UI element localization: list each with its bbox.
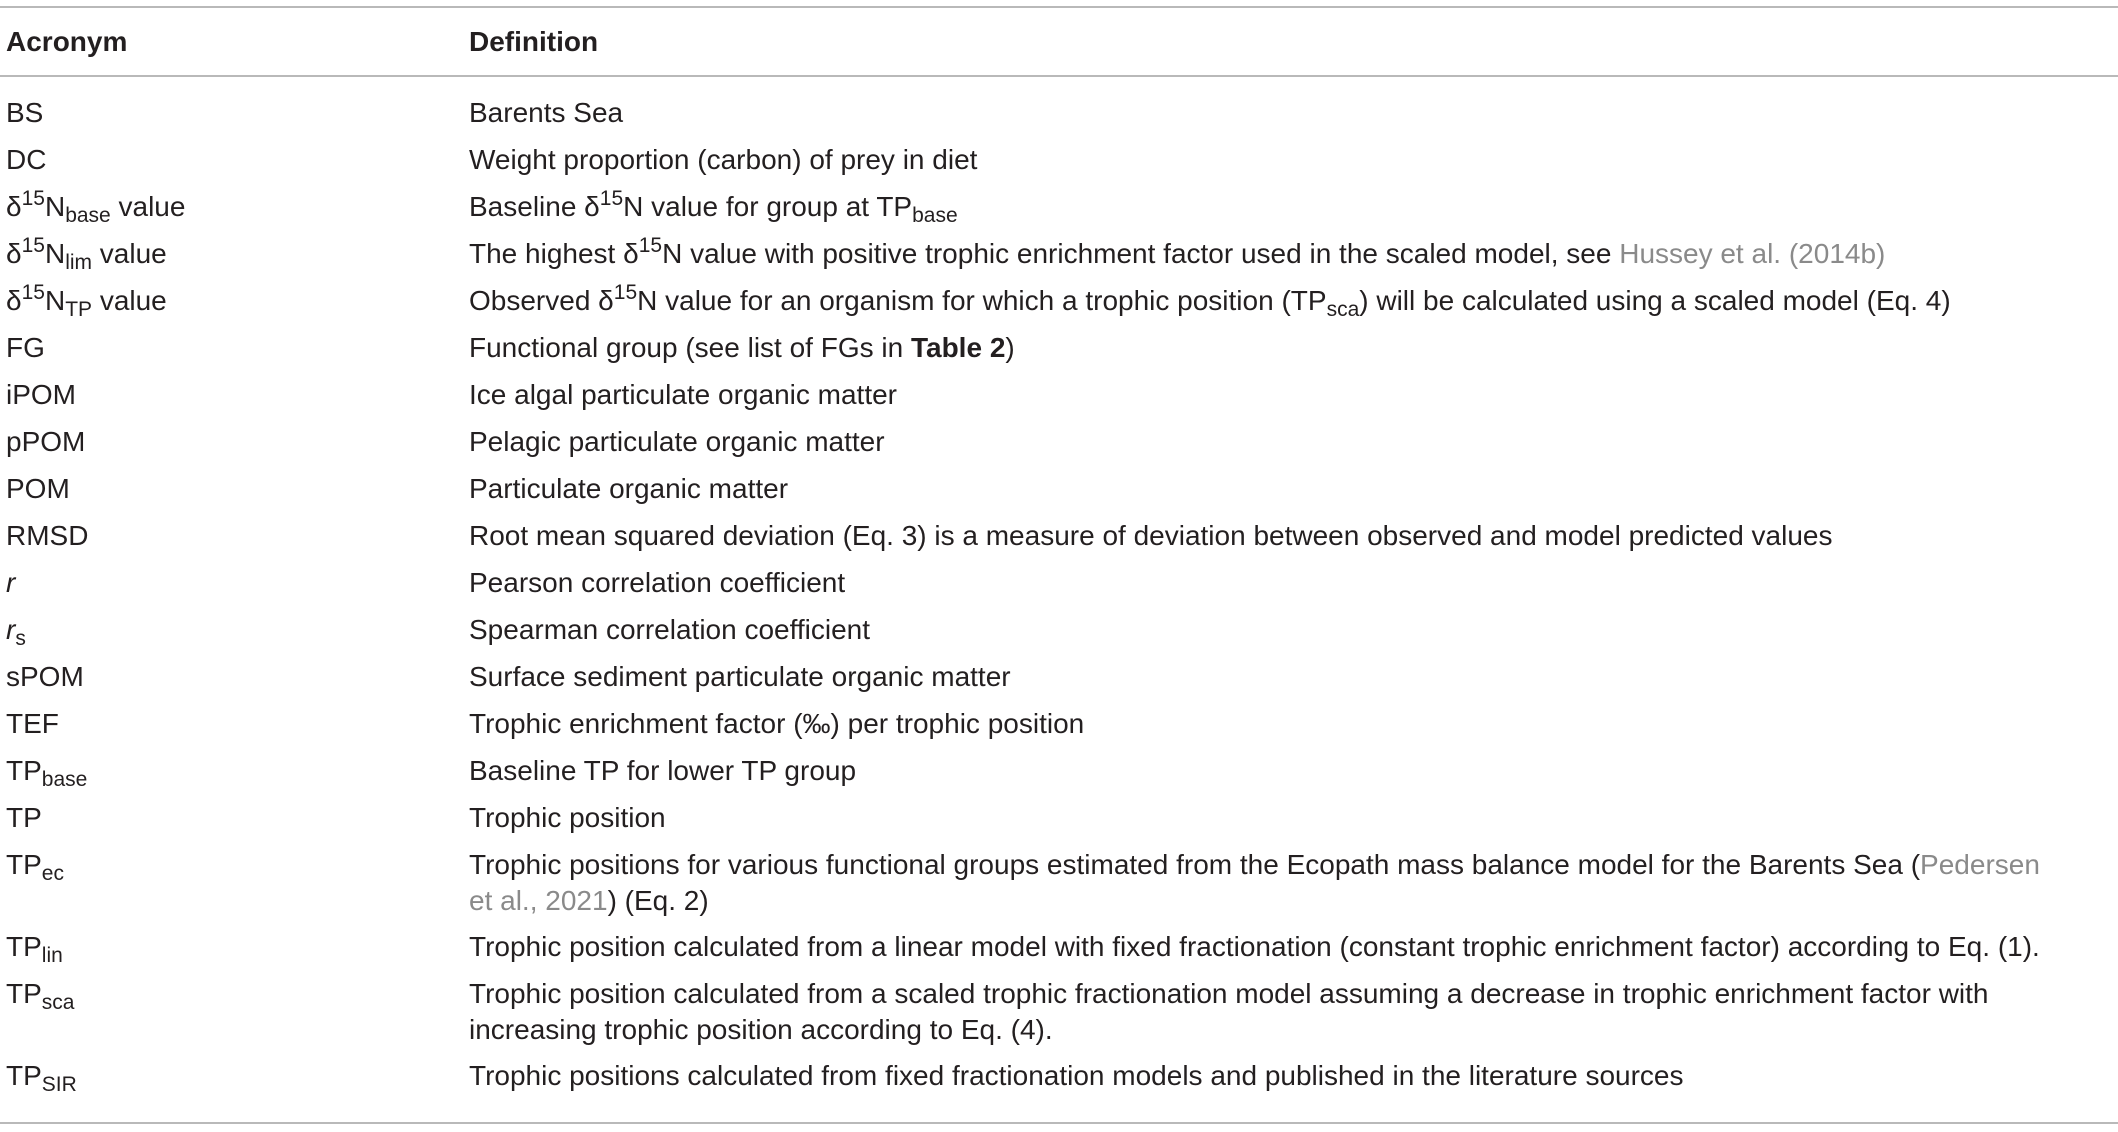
acronym-cell: $TP_{base}$ bbox=[6, 755, 88, 791]
acronym-cell: $\delta^{15}N_{base}$ value bbox=[6, 187, 186, 227]
citation-link[interactable]: et al., 2021 bbox=[469, 885, 608, 916]
definition-cell: Surface sediment particulate organic matter bbox=[469, 661, 1011, 692]
definition-cell: Root mean squared deviation (Eq. 3) is a measure of deviation between observed and model predicted values bbox=[469, 520, 1833, 551]
definition-cell: Trophic position calculated from a scaled trophic fractionation model assuming a decrease in trophic enrichment factor with increasing trophic position according to Eq. (4). bbox=[469, 978, 1989, 1045]
acronym-cell: $\delta^{15}N_{lim}$ value bbox=[6, 234, 167, 274]
definition-cell: Pearson correlation coefficient bbox=[469, 567, 846, 598]
acronym-cell: TP bbox=[6, 802, 42, 833]
definition-cell: Trophic position bbox=[469, 802, 666, 833]
acronym-cell: RMSD bbox=[6, 520, 89, 551]
citation-link[interactable]: Pedersen bbox=[1920, 849, 2040, 880]
acronym-cell: FG bbox=[6, 332, 45, 363]
definition-cell: Baseline TP for lower TP group bbox=[469, 755, 857, 786]
citation-link[interactable]: Hussey et al. (2014b) bbox=[1619, 238, 1886, 269]
acronym-cell: TEF bbox=[6, 708, 59, 739]
definition-cell: Trophic positions calculated from fixed fractionation models and published in the literature sources bbox=[469, 1060, 1684, 1091]
acronym-cell: $TP_{sca}$ bbox=[6, 978, 75, 1014]
definition-cell: Barents Sea bbox=[469, 97, 624, 128]
header-definition: Definition bbox=[469, 26, 599, 57]
definition-cell: Ice algal particulate organic matter bbox=[469, 379, 897, 410]
acronym-cell: $TP_{ec}$ bbox=[6, 849, 64, 885]
header-rule bbox=[0, 75, 2118, 77]
definition-cell: Observed $\delta^{15}N$ value for an organism for which a trophic position $(TP_{sca})$ will be calculated using a scaled model (Eq. 4) bbox=[469, 281, 1951, 321]
acronym-cell: $TP_{lin}$ bbox=[6, 931, 63, 967]
acronym-cell: BS bbox=[6, 97, 44, 128]
definition-cell: Baseline $\delta^{15}N$ value for group at $TP_{base}$ bbox=[469, 187, 958, 227]
acronym-cell: sPOM bbox=[6, 661, 84, 692]
definition-cell: Trophic enrichment factor (‰) per trophic position bbox=[469, 708, 1085, 739]
header-acronym: Acronym bbox=[6, 26, 128, 57]
acronym-cell: $TP_{SIR}$ bbox=[6, 1060, 77, 1096]
definition-cell: Functional group (see list of FGs in Table 2) bbox=[469, 332, 1015, 363]
definition-cell: Weight proportion (carbon) of prey in diet bbox=[469, 144, 978, 175]
table-bottom-rule bbox=[0, 1122, 2118, 1124]
acronym-cell: POM bbox=[6, 473, 70, 504]
definition-cell: Trophic positions for various functional groups estimated from the Ecopath mass balance model for the Barents Sea (Pedersen et al., 2021) (Eq. 2) bbox=[469, 849, 2040, 916]
acronym-cell: DC bbox=[6, 144, 47, 175]
acronym-cell: pPOM bbox=[6, 426, 86, 457]
acronym-cell: $\delta^{15}N_{TP}$ value bbox=[6, 281, 167, 321]
acronym-cell: iPOM bbox=[6, 379, 76, 410]
definition-cell: Pelagic particulate organic matter bbox=[469, 426, 885, 457]
acronym-cell: $r_s$ bbox=[6, 614, 26, 650]
table-top-rule bbox=[0, 6, 2118, 8]
definition-cell: Spearman correlation coefficient bbox=[469, 614, 871, 645]
table-reference[interactable]: Table 2 bbox=[910, 332, 1006, 363]
acronym-cell: r bbox=[6, 567, 16, 598]
definition-cell: Particulate organic matter bbox=[469, 473, 789, 504]
definition-cell: The highest $\delta^{15}N$ value with positive trophic enrichment factor used in the scaled model, see Hussey et al. (2014b) bbox=[469, 234, 1886, 269]
definition-cell: Trophic position calculated from a linear model with fixed fractionation (constant trophic enrichment factor) according to Eq. (1). bbox=[469, 931, 2040, 962]
